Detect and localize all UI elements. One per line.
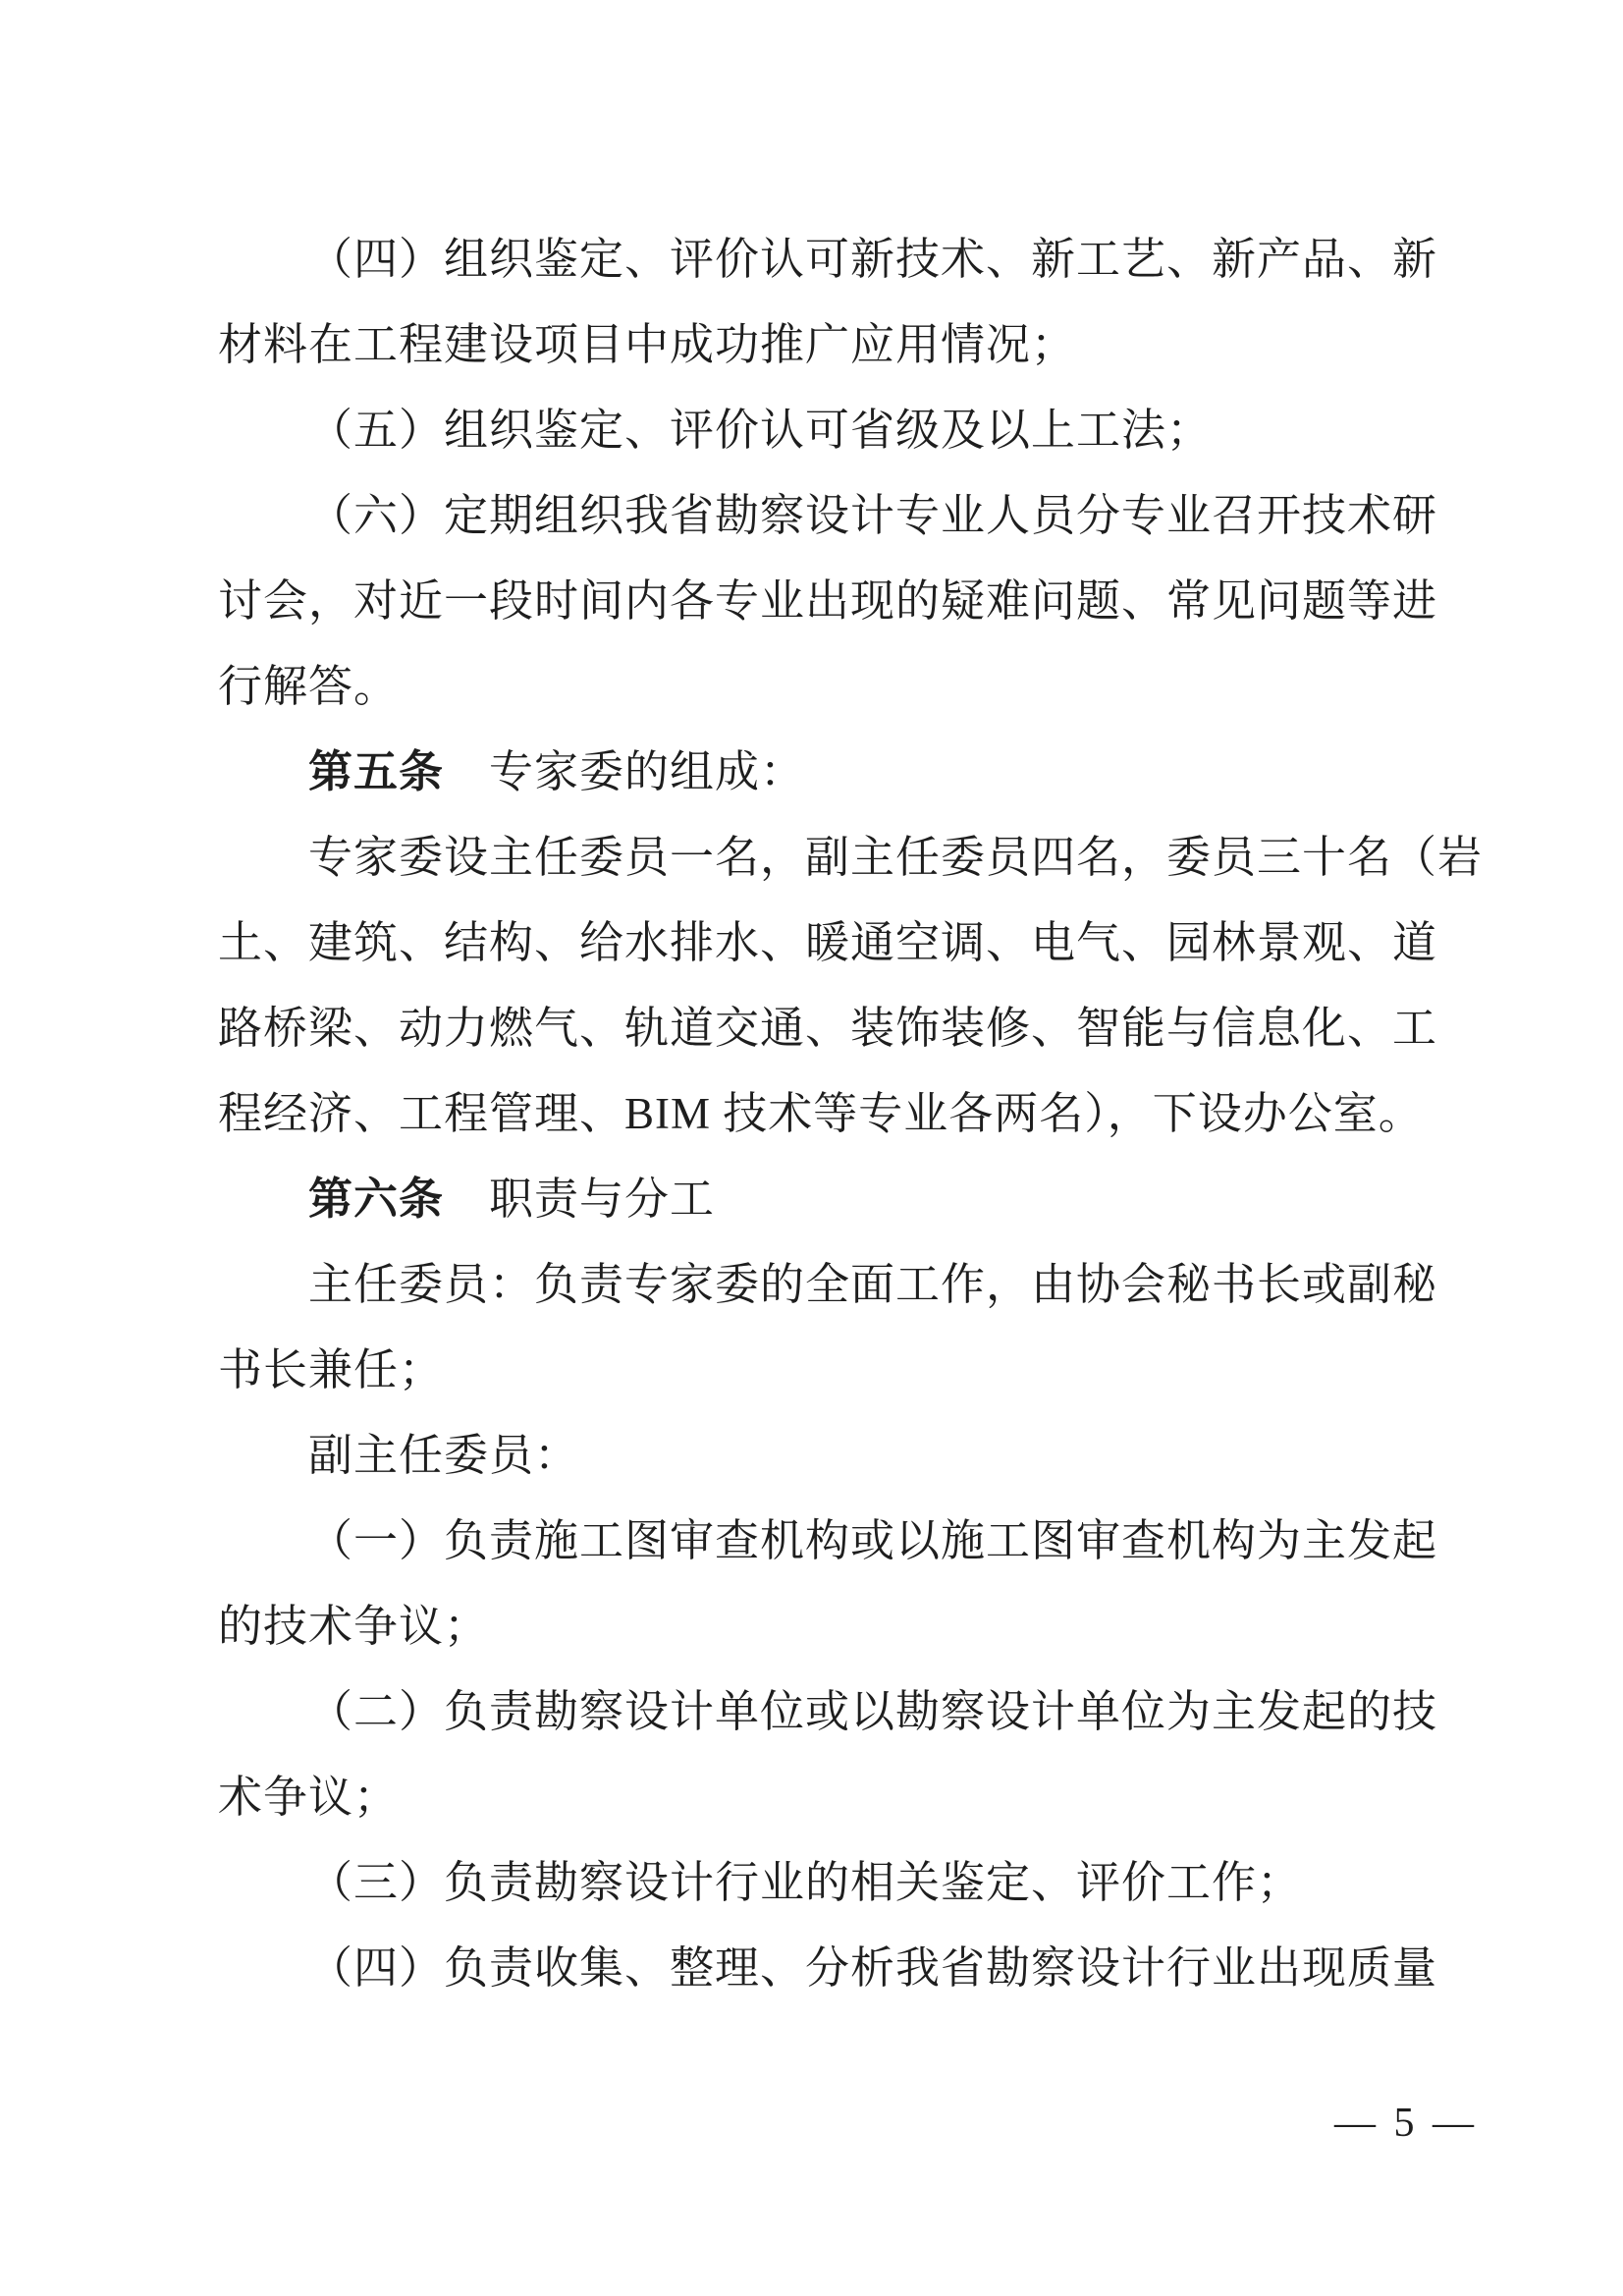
line-text: （三）负责勘察设计行业的相关鉴定、评价工作； — [308, 1858, 1303, 1907]
article-label: 第五条 — [308, 746, 445, 796]
document-line — [218, 1668, 1438, 1754]
line-text: （四）负责收集、整理、分析我省勘察设计行业出现质量 — [308, 1943, 1438, 1993]
line-text: （六）定期组织我省勘察设计专业人员分专业召开技术研 — [308, 491, 1438, 540]
document-body — [218, 216, 1484, 2010]
document-line — [218, 1754, 1435, 1839]
line-text: 程经济、工程管理、BIM 技术等专业各两名），下设办公室。 — [218, 1089, 1424, 1138]
page-number: — 5 — — [1334, 2101, 1478, 2146]
line-text: 副主任委员： — [308, 1431, 580, 1480]
document-line — [218, 1839, 1435, 1925]
line-text: 术争议； — [218, 1773, 400, 1822]
line-text: 土、建筑、结构、给水排水、暖通空调、电气、园林景观、道 — [218, 918, 1438, 967]
document-line — [218, 985, 1438, 1070]
line-text: 行解答。 — [218, 662, 400, 711]
line-text: 路桥梁、动力燃气、轨道交通、装饰装修、智能与信息化、工 — [218, 1004, 1438, 1053]
line-text: 材料在工程建设项目中成功推广应用情况； — [218, 320, 1077, 369]
document-line — [218, 387, 1435, 472]
document-line-article-6 — [218, 1156, 1435, 1241]
line-text: 专家委的组成： — [444, 747, 806, 796]
document-line — [218, 301, 1435, 387]
document-line — [218, 1498, 1438, 1583]
line-text: 的技术争议； — [218, 1602, 490, 1651]
line-text: 职责与分工 — [444, 1175, 716, 1224]
line-text: （五）组织鉴定、评价认可省级及以上工法； — [308, 406, 1213, 455]
line-text: 主任委员：负责专家委的全面工作，由协会秘书长或副秘 — [308, 1260, 1438, 1309]
document-line — [218, 814, 1484, 900]
line-text: （二）负责勘察设计单位或以勘察设计单位为主发起的技 — [308, 1687, 1438, 1736]
document-line-article-5 — [218, 729, 1435, 814]
document-line — [218, 643, 1435, 729]
line-text: 专家委设主任委员一名，副主任委员四名，委员三十名（岩 — [308, 833, 1484, 882]
line-text: 书长兼任； — [218, 1345, 445, 1394]
document-line — [218, 1583, 1435, 1668]
article-label: 第六条 — [308, 1174, 445, 1224]
document-line — [218, 558, 1438, 643]
document-line — [218, 1327, 1435, 1412]
line-text: （一）负责施工图审查机构或以施工图审查机构为主发起 — [308, 1516, 1438, 1565]
document-line — [218, 1412, 1435, 1498]
document-line — [218, 1241, 1438, 1327]
document-line — [218, 1070, 1435, 1156]
document-line — [218, 472, 1438, 558]
document-line — [218, 900, 1438, 985]
line-text: 讨会，对近一段时间内各专业出现的疑难问题、常见问题等进 — [218, 576, 1438, 626]
line-text: （四）组织鉴定、评价认可新技术、新工艺、新产品、新 — [308, 235, 1438, 284]
document-line — [218, 216, 1438, 301]
document-line — [218, 1925, 1438, 2010]
